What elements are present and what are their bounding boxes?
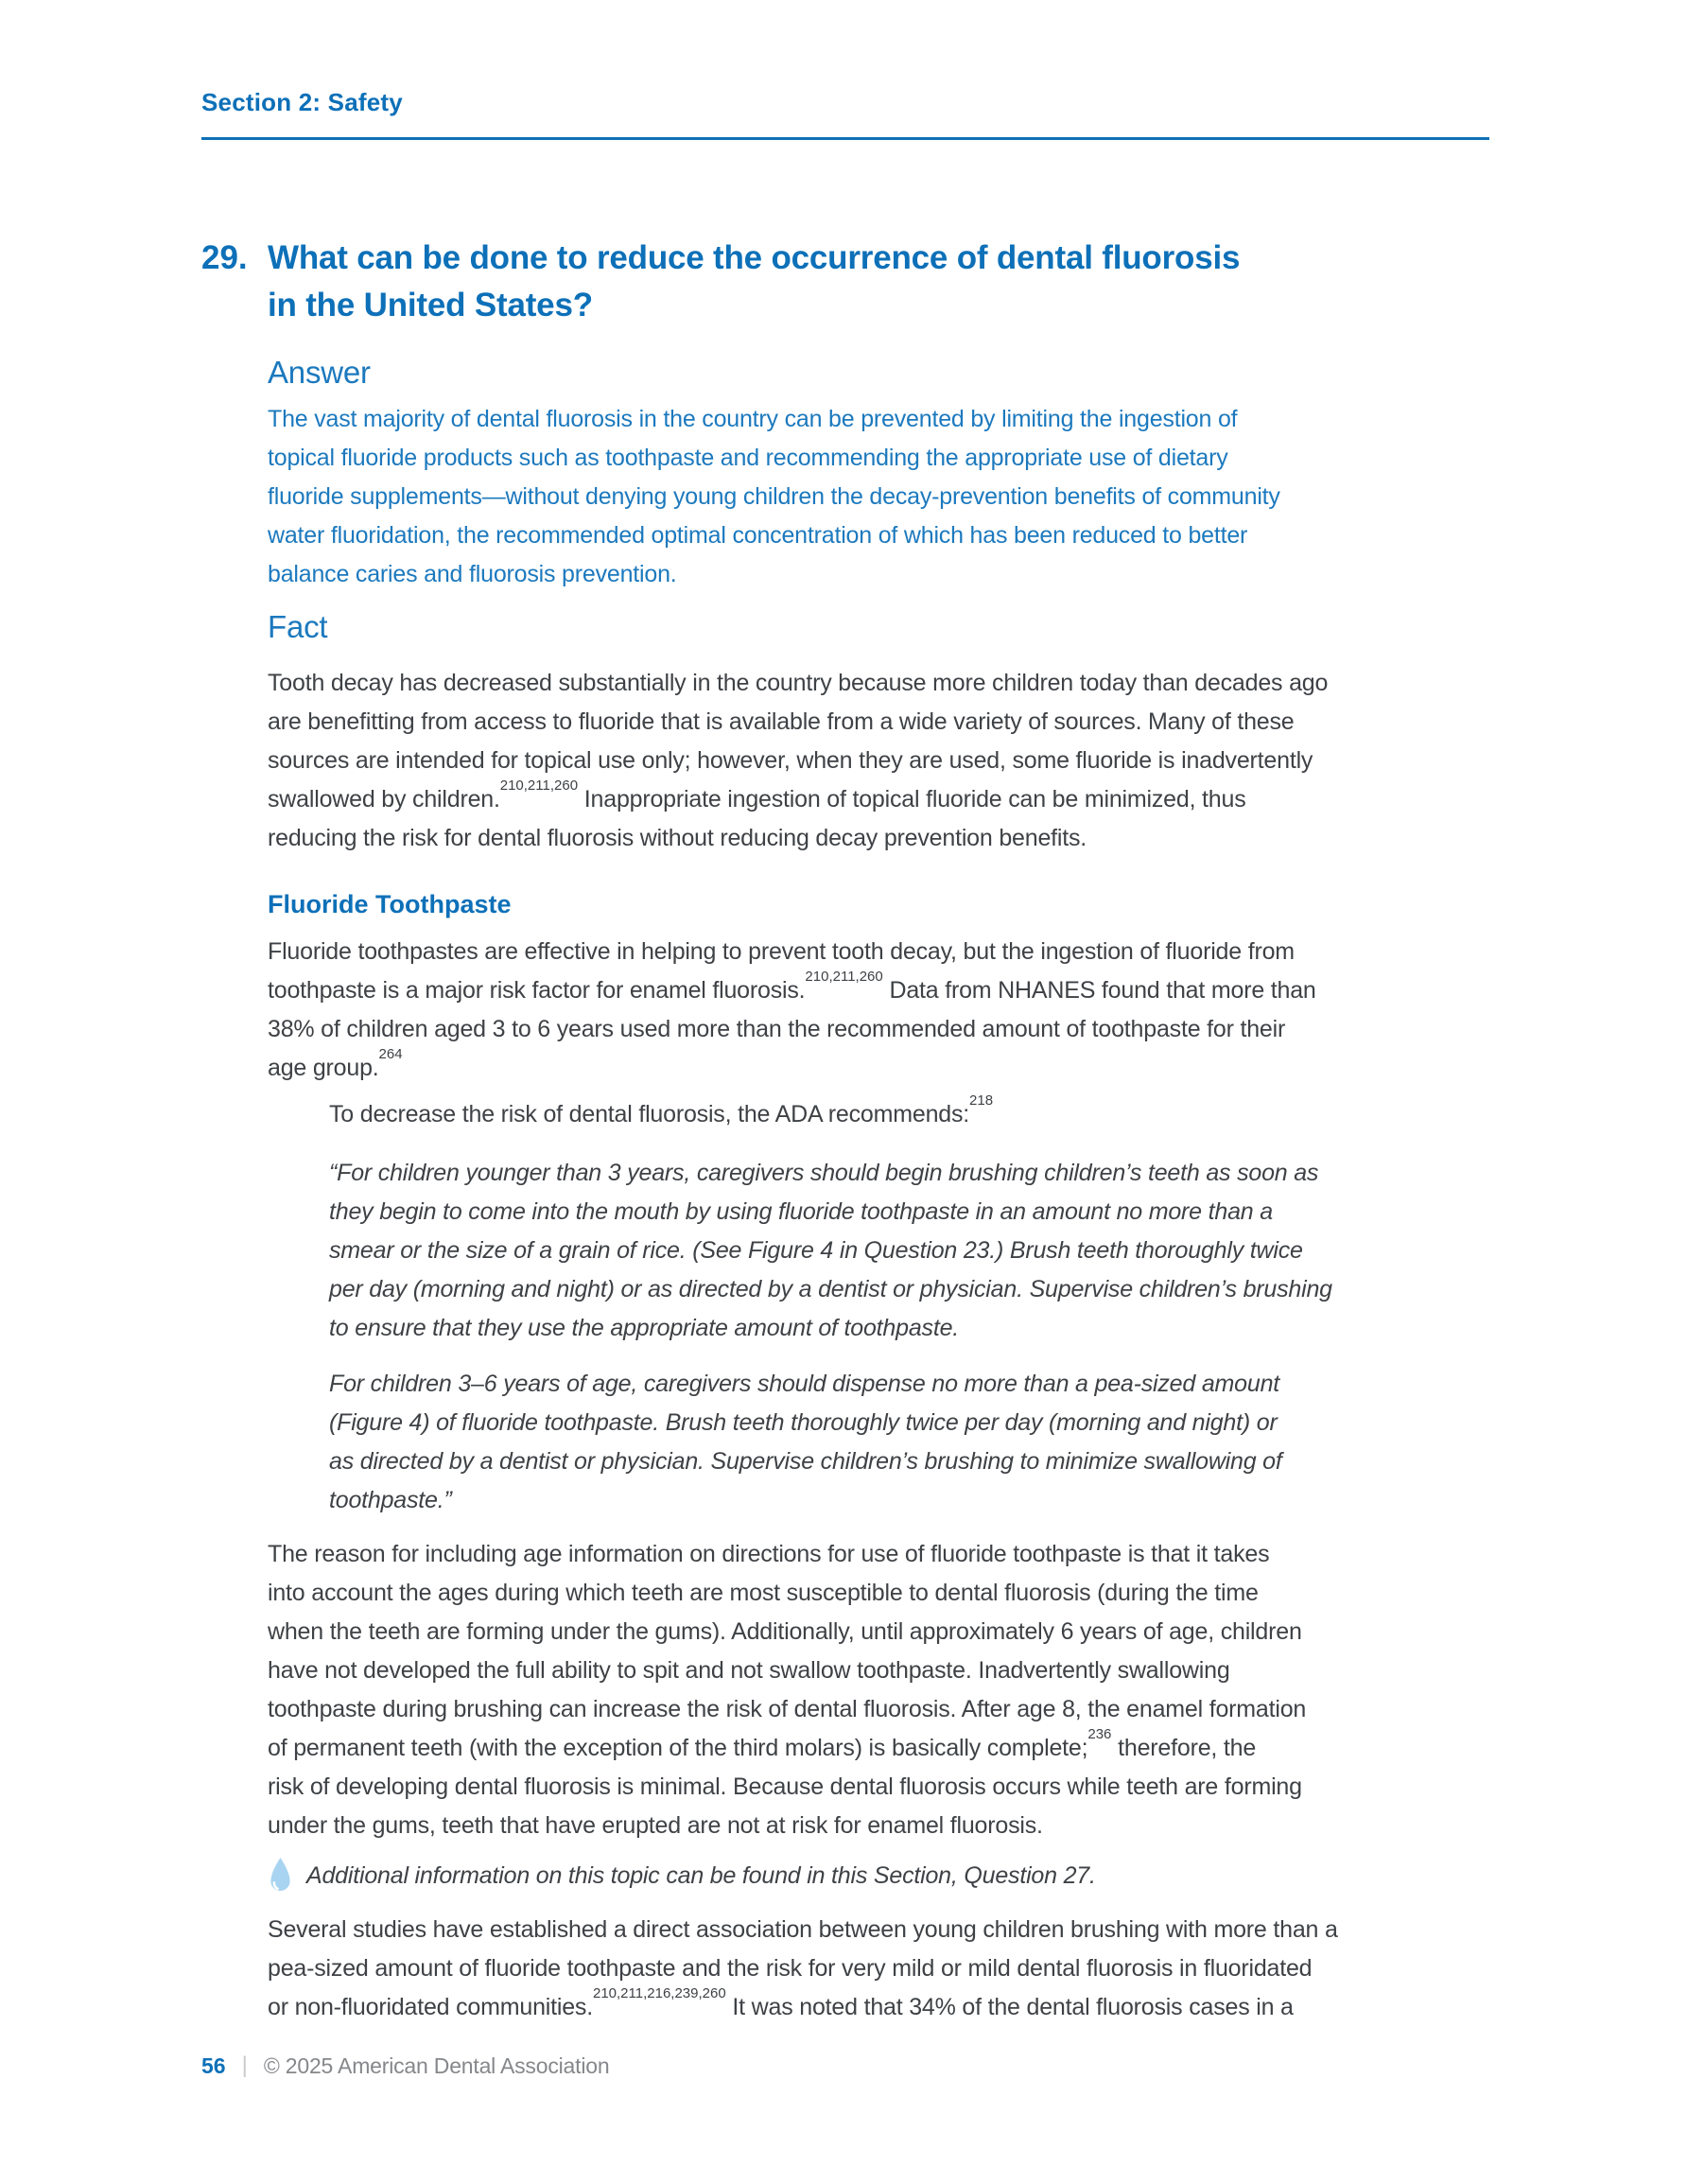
fluoride-toothpaste-paragraph: Fluoride toothpastes are effective in helping to prevent tooth decay, but the ingestion of fluoride from toothpaste is a major risk factor for enamel fluorosis.$^{210,211,260}$ Data from NHANES found that more than 38% of children aged 3 to 6 years used more than the recommended amount of toothpaste for their age group.$^{264}$	[268, 938, 1316, 1081]
studies-paragraph: Several studies have established a direct association between young children brushing with more than a pea-sized amount of fluoride toothpaste and the risk for very mild or mild dental fluorosis in fluoridated or non-fluoridated communities.$^{210,211,216,239,260}$ It was noted that 34% of the dental fluorosis cases in a	[268, 1916, 1338, 2020]
page-number: 56	[201, 2053, 226, 2078]
water-drop-icon	[268, 1857, 293, 1896]
ada-recommendation-intro: To decrease the risk of dental fluorosis, the ADA recommends:$^{218}$	[329, 1092, 994, 1127]
question-title-line2: in the United States?	[268, 287, 593, 323]
ada-quote-paragraph-1: “For children younger than 3 years, caregivers should begin brushing children’s teeth as soon as they begin to come into the mouth by using fluoride toothpaste in an amount no more than a smear or the size of a grain of rice. (See Figure 4 in Question 23.) Brush teeth thoroughly twice per day (morning and night) or as directed by a dentist or physician. Supervise children’s brushing to ensure that they use the appropriate amount of toothpaste.	[329, 1160, 1332, 1341]
additional-info-note	[268, 1857, 1509, 1896]
fact-paragraph: Tooth decay has decreased substantially in the country because more children today than decades ago are benefitting from access to fluoride that is available from a wide variety of sources. Many of these sources are intended for topical use only; however, when they are used, some fluoride is inadvertently swallowed by children.$^{210,211,260}$ Inappropriate ingestion of topical fluoride can be minimized, thus reducing the risk for dental fluorosis without reducing decay prevention benefits.	[268, 670, 1329, 851]
copyright-text: © 2025 American Dental Association	[263, 2053, 610, 2078]
section-header	[201, 0, 1489, 140]
question-number: 29.	[201, 239, 248, 276]
question-title-line1: What can be done to reduce the occurrence of dental fluorosis	[268, 239, 1241, 276]
question-heading	[201, 235, 1592, 329]
fluoride-toothpaste-heading: Fluoride Toothpaste	[268, 890, 512, 918]
additional-info-text: Additional information on this topic can be found in this Section, Question 27.	[306, 1862, 1096, 1889]
fact-heading: Fact	[268, 609, 328, 644]
section-header-rule	[201, 137, 1489, 140]
page-content	[268, 354, 1509, 2027]
footer-separator: |	[241, 2053, 248, 2078]
ada-quote-paragraph-2: For children 3–6 years of age, caregivers should dispense no more than a pea-sized amount (Figure 4) of fluoride toothpaste. Brush teeth thoroughly twice per day (morning and night) or as directed by a dentist or physician. Supervise children’s brushing to minimize swallowing of toothpaste.”	[329, 1371, 1282, 1513]
page-footer	[201, 2053, 609, 2079]
question-title	[268, 235, 1240, 329]
answer-paragraph: The vast majority of dental fluorosis in the country can be prevented by limiting the ingestion of topical fluoride products such as toothpaste and recommending the appropriate use of dietary fluoride supplements—without denying young children the decay-prevention benefits of community water fluoridation, the recommended optimal concentration of which has been reduced to better balance caries and fluorosis prevention.	[268, 406, 1280, 587]
section-header-label: Section 2: Safety	[201, 88, 403, 116]
answer-heading: Answer	[268, 355, 371, 390]
age-reason-paragraph: The reason for including age information on directions for use of fluoride toothpaste is that it takes into account the ages during which teeth are most susceptible to dental fluorosis (during the time when the teeth are forming under the gums). Additionally, until approximately 6 years of age, children have not developed the full ability to spit and not swallow toothpaste. Inadvertently swallowing toothpaste during brushing can increase the risk of dental fluorosis. After age 8, the enamel formation of permanent teeth (with the exception of the third molars) is basically complete;$^{236}$ therefore, the risk of developing dental fluorosis is minimal. Because dental fluorosis occurs while teeth are forming under the gums, teeth that have erupted are not at risk for enamel fluorosis.	[268, 1541, 1307, 1839]
